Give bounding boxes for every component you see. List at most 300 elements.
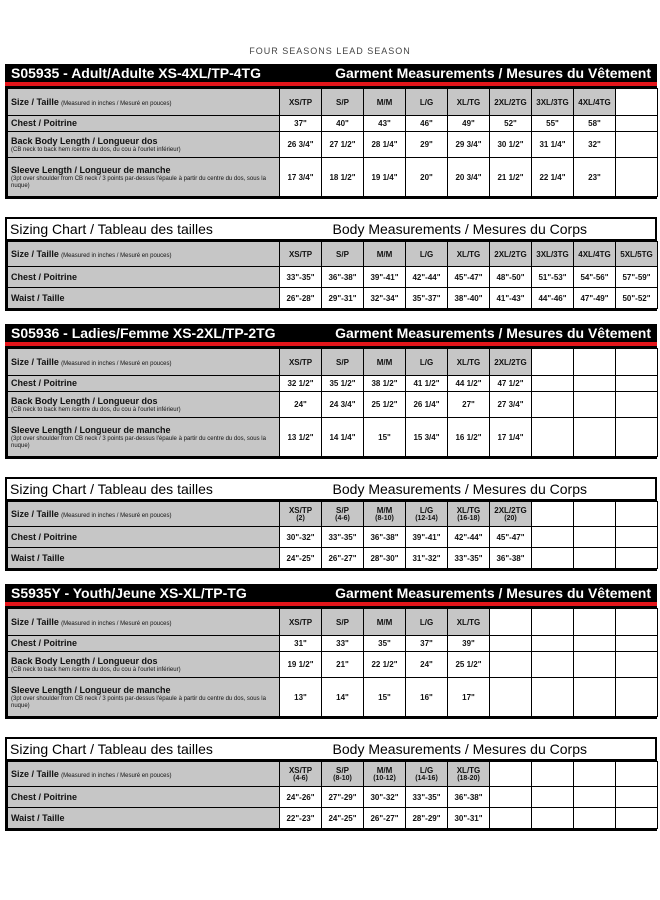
measurement-value: 31"-32"	[406, 548, 448, 569]
size-name: L/G	[419, 97, 434, 107]
measurement-value: 30"-32"	[364, 787, 406, 808]
measurement-value: 30"-31"	[448, 808, 490, 829]
measurement-value: 28"-30"	[364, 548, 406, 569]
empty-cell	[532, 418, 574, 457]
size-note: (Measured in inches / Mesuré en pouces)	[61, 621, 172, 627]
size-label: Size / Taille	[11, 249, 59, 259]
empty-cell	[574, 787, 616, 808]
measurement-value: 54"-56"	[574, 267, 616, 288]
size-header-cell	[280, 242, 322, 267]
measurement-value: 39"	[448, 636, 490, 652]
measurement-value: 26"-27"	[364, 808, 406, 829]
measurement-value: 47 1/2"	[490, 376, 532, 392]
size-header-cell	[280, 609, 322, 636]
section-title-bar	[5, 477, 657, 499]
size-header-cell	[406, 242, 448, 267]
measurement-value: 17"	[448, 678, 490, 717]
row-note: (CB neck to back hem /centre du dos, du cou à l'ourlet inférieur)	[11, 406, 181, 413]
row-label: Back Body Length / Longueur dos	[11, 135, 158, 146]
measurement-value: 36"-38"	[364, 527, 406, 548]
section-subtitle: Garment Measurements / Mesures du Vêtement	[335, 585, 651, 601]
measurement-value: 22"-23"	[280, 808, 322, 829]
measurement-value: 29 3/4"	[448, 132, 490, 158]
empty-cell	[574, 636, 616, 652]
size-header-cell	[364, 502, 406, 527]
size-name: XS/TP	[288, 766, 313, 775]
section-subtitle: Garment Measurements / Mesures du Vêtement	[335, 325, 651, 341]
measurement-value: 44"-46"	[532, 288, 574, 309]
empty-cell	[616, 787, 658, 808]
measurement-value: 30"-32"	[280, 527, 322, 548]
measurement-value: 24"-25"	[322, 808, 364, 829]
measurement-value: 15"	[364, 678, 406, 717]
empty-cell	[616, 392, 658, 418]
row-label-cell	[8, 652, 280, 678]
measurement-value: 25 1/2"	[364, 392, 406, 418]
size-name: XL/TG	[456, 97, 481, 107]
empty-cell	[574, 762, 616, 787]
table-frame	[5, 346, 657, 459]
section-title-bar	[5, 324, 657, 346]
size-name: 4XL/4TG	[578, 97, 611, 107]
section-subtitle: Garment Measurements / Mesures du Vêtement	[335, 65, 651, 81]
measurement-value: 30 1/2"	[490, 132, 532, 158]
size-header-cell	[406, 762, 448, 787]
empty-cell	[574, 609, 616, 636]
row-label: Chest / Poitrine	[11, 638, 78, 648]
row-label: Sleeve Length / Longueur de manche	[11, 684, 171, 695]
measurement-value: 21 1/2"	[490, 158, 532, 197]
row-label-cell	[8, 808, 280, 829]
size-header-cell	[322, 242, 364, 267]
size-header-cell	[364, 349, 406, 376]
table-row	[8, 787, 658, 808]
section-title: Sizing Chart / Tableau des tailles	[10, 481, 213, 497]
measurement-value: 19 1/2"	[280, 652, 322, 678]
measurement-value: 44 1/2"	[448, 376, 490, 392]
table-row	[8, 116, 658, 132]
measurement-value: 14"	[322, 678, 364, 717]
measurement-value: 29"-31"	[322, 288, 364, 309]
empty-cell	[574, 418, 616, 457]
measurement-value: 41"-43"	[490, 288, 532, 309]
measurement-value: 41 1/2"	[406, 376, 448, 392]
size-header-cell	[280, 89, 322, 116]
measurement-value: 33"-35"	[322, 527, 364, 548]
size-header-cell	[280, 502, 322, 527]
empty-cell	[574, 349, 616, 376]
size-header-cell	[364, 242, 406, 267]
empty-cell	[616, 418, 658, 457]
size-label-cell	[8, 502, 280, 527]
row-label-cell	[8, 678, 280, 717]
size-header-cell	[448, 609, 490, 636]
sizing-chart-section	[5, 737, 657, 831]
empty-cell	[574, 678, 616, 717]
measurement-value: 35"	[364, 636, 406, 652]
sizing-chart-section	[5, 477, 657, 571]
age-range: (12-14)	[415, 515, 438, 522]
empty-cell	[532, 349, 574, 376]
size-name: XS/TP	[288, 506, 313, 515]
size-header-cell	[490, 349, 532, 376]
row-label: Chest / Poitrine	[11, 531, 78, 542]
empty-cell	[532, 808, 574, 829]
size-header-cell	[406, 89, 448, 116]
size-header-cell	[532, 89, 574, 116]
measurement-value: 29"	[406, 132, 448, 158]
size-header-cell	[574, 242, 616, 267]
size-name: M/M	[376, 249, 393, 259]
table-row	[8, 418, 658, 457]
measurement-value: 49"	[448, 116, 490, 132]
row-label: Sleeve Length / Longueur de manche	[11, 164, 171, 175]
size-header-row	[8, 762, 658, 787]
measurement-value: 32 1/2"	[280, 376, 322, 392]
measurement-value: 31"	[280, 636, 322, 652]
measurement-value: 33"-35"	[406, 787, 448, 808]
size-name: S/P	[336, 617, 349, 627]
measurement-value: 55"	[532, 116, 574, 132]
measurement-value: 15"	[364, 418, 406, 457]
empty-cell	[490, 787, 532, 808]
size-note: (Measured in inches / Mesuré en pouces)	[61, 101, 172, 107]
size-note: (Measured in inches / Mesuré en pouces)	[61, 773, 172, 779]
age-range: (18-20)	[457, 775, 480, 782]
measurement-value: 26 3/4"	[280, 132, 322, 158]
measurement-value: 38"-40"	[448, 288, 490, 309]
size-name: XL/TG	[456, 357, 481, 367]
measurement-value: 24"-25"	[280, 548, 322, 569]
measurement-value: 24"	[406, 652, 448, 678]
measurement-value: 16"	[406, 678, 448, 717]
size-header-row	[8, 89, 658, 116]
table-row	[8, 548, 658, 569]
size-name: M/M	[376, 617, 393, 627]
table-frame	[5, 499, 657, 571]
measurement-value: 48"-50"	[490, 267, 532, 288]
age-range: (20)	[504, 515, 517, 522]
empty-cell	[532, 609, 574, 636]
measurement-value: 46"	[406, 116, 448, 132]
size-name: XL/TG	[456, 617, 481, 627]
measurement-value: 57"-59"	[616, 267, 658, 288]
table-row	[8, 808, 658, 829]
measurement-value: 13 1/2"	[280, 418, 322, 457]
size-header-row	[8, 502, 658, 527]
size-header-cell	[364, 609, 406, 636]
age-range: (14-16)	[415, 775, 438, 782]
size-header-cell	[280, 349, 322, 376]
measurement-value: 13"	[280, 678, 322, 717]
empty-cell	[490, 808, 532, 829]
size-name: 5XL/5TG	[620, 249, 653, 259]
measurement-value: 27 3/4"	[490, 392, 532, 418]
empty-cell	[574, 548, 616, 569]
row-label-cell	[8, 548, 280, 569]
measurement-value: 23"	[574, 158, 616, 197]
measurement-value: 24"-26"	[280, 787, 322, 808]
age-range: (8-10)	[375, 515, 394, 522]
size-header-cell	[280, 762, 322, 787]
measurement-value: 18 1/2"	[322, 158, 364, 197]
row-label: Waist / Taille	[11, 292, 65, 303]
empty-cell	[532, 678, 574, 717]
size-name: M/M	[376, 766, 393, 775]
measurement-value: 24 3/4"	[322, 392, 364, 418]
measurement-value: 35 1/2"	[322, 376, 364, 392]
size-header-cell	[364, 762, 406, 787]
row-note: (CB neck to back hem /centre du dos, du cou à l'ourlet inférieur)	[11, 146, 181, 153]
row-label: Chest / Poitrine	[11, 271, 78, 282]
empty-cell	[616, 678, 658, 717]
size-name: 2XL/2TG	[494, 357, 527, 367]
measurement-value: 45"-47"	[448, 267, 490, 288]
measurement-value: 17 3/4"	[280, 158, 322, 197]
row-label-cell	[8, 267, 280, 288]
measurement-value: 45"-47"	[490, 527, 532, 548]
size-note: (Measured in inches / Mesuré en pouces)	[61, 361, 172, 367]
size-name: 2XL/2TG	[494, 249, 527, 259]
empty-cell	[574, 392, 616, 418]
measurement-value: 37"	[280, 116, 322, 132]
empty-cell	[616, 132, 658, 158]
table-row	[8, 678, 658, 717]
row-label-cell	[8, 116, 280, 132]
empty-cell	[616, 349, 658, 376]
size-header-cell	[448, 762, 490, 787]
table-row	[8, 288, 658, 309]
size-name: XS/TP	[288, 357, 313, 367]
empty-cell	[616, 609, 658, 636]
empty-cell	[616, 376, 658, 392]
age-range: (8-10)	[333, 775, 352, 782]
section-title-bar	[5, 64, 657, 86]
measurement-value: 36"-38"	[490, 548, 532, 569]
section-title: S5935Y - Youth/Jeune XS-XL/TP-TG	[11, 585, 247, 601]
empty-cell	[616, 158, 658, 197]
size-header-cell	[490, 89, 532, 116]
measurement-value: 25 1/2"	[448, 652, 490, 678]
measurement-value: 33"-35"	[448, 548, 490, 569]
size-name: 4XL/4TG	[578, 249, 611, 259]
section-title-bar	[5, 217, 657, 239]
garment-measurements-section	[5, 64, 657, 199]
size-header-cell	[406, 502, 448, 527]
measurement-value: 15 3/4"	[406, 418, 448, 457]
measurement-table	[7, 501, 658, 569]
row-label: Waist / Taille	[11, 552, 65, 563]
size-name: L/G	[419, 766, 434, 775]
size-name: L/G	[419, 506, 434, 515]
empty-cell	[574, 808, 616, 829]
measurement-value: 47"-49"	[574, 288, 616, 309]
size-name: XS/TP	[288, 249, 313, 259]
size-name: XL/TG	[456, 249, 481, 259]
row-label: Waist / Taille	[11, 812, 65, 823]
measurement-table	[7, 241, 658, 309]
row-label-cell	[8, 787, 280, 808]
section-subtitle: Body Measurements / Mesures du Corps	[332, 741, 587, 757]
row-label-cell	[8, 527, 280, 548]
size-name: M/M	[376, 97, 393, 107]
age-range: (2)	[296, 515, 305, 522]
size-name: L/G	[419, 617, 434, 627]
row-label-cell	[8, 132, 280, 158]
empty-cell	[616, 636, 658, 652]
size-name: XS/TP	[288, 97, 313, 107]
size-header-cell	[448, 242, 490, 267]
table-row	[8, 376, 658, 392]
size-header-cell	[406, 349, 448, 376]
measurement-value: 26 1/4"	[406, 392, 448, 418]
sizing-chart-section	[5, 217, 657, 311]
table-frame	[5, 759, 657, 831]
row-note: (3pt over shoulder from CB neck / 3 points par-dessus l'épaule à partir du centre du dos, sous la nuque)	[11, 175, 266, 189]
size-header-cell	[448, 502, 490, 527]
empty-cell	[616, 502, 658, 527]
section-title: S05936 - Ladies/Femme XS-2XL/TP-2TG	[11, 325, 276, 341]
measurement-value: 32"-34"	[364, 288, 406, 309]
measurement-value: 33"-35"	[280, 267, 322, 288]
empty-cell	[574, 502, 616, 527]
empty-cell	[532, 376, 574, 392]
measurement-value: 26"-28"	[280, 288, 322, 309]
table-row	[8, 267, 658, 288]
measurement-value: 35"-37"	[406, 288, 448, 309]
garment-measurements-section	[5, 324, 657, 459]
measurement-value: 16 1/2"	[448, 418, 490, 457]
size-name: S/P	[336, 766, 349, 775]
size-name: M/M	[376, 357, 393, 367]
empty-cell	[490, 652, 532, 678]
size-name: S/P	[336, 357, 349, 367]
age-range: (4-6)	[293, 775, 308, 782]
measurement-value: 36"-38"	[448, 787, 490, 808]
measurement-value: 42"-44"	[448, 527, 490, 548]
measurement-value: 26"-27"	[322, 548, 364, 569]
size-header-cell	[490, 502, 532, 527]
section-title-bar	[5, 737, 657, 759]
empty-cell	[616, 548, 658, 569]
measurement-value: 17 1/4"	[490, 418, 532, 457]
size-label-cell	[8, 762, 280, 787]
measurement-value: 39"-41"	[364, 267, 406, 288]
empty-cell	[616, 116, 658, 132]
table-frame	[5, 606, 657, 719]
size-name: S/P	[336, 506, 349, 515]
size-label: Size / Taille	[11, 97, 59, 107]
size-name: S/P	[336, 97, 349, 107]
size-name: 3XL/3TG	[536, 97, 569, 107]
measurement-value: 38 1/2"	[364, 376, 406, 392]
measurement-value: 42"-44"	[406, 267, 448, 288]
size-header-row	[8, 609, 658, 636]
size-name: XS/TP	[288, 617, 313, 627]
row-note: (3pt over shoulder from CB neck / 3 points par-dessus l'épaule à partir du centre du dos, sous la nuque)	[11, 435, 266, 449]
size-header-cell	[574, 89, 616, 116]
size-name: 2XL/2TG	[494, 506, 527, 515]
age-range: (16-18)	[457, 515, 480, 522]
measurement-value: 36"-38"	[322, 267, 364, 288]
measurement-value: 19 1/4"	[364, 158, 406, 197]
empty-cell	[574, 652, 616, 678]
table-row	[8, 392, 658, 418]
size-header-cell	[322, 609, 364, 636]
size-name: L/G	[419, 357, 434, 367]
empty-cell	[574, 376, 616, 392]
empty-cell	[616, 652, 658, 678]
row-label: Sleeve Length / Longueur de manche	[11, 424, 171, 435]
size-header-cell	[322, 502, 364, 527]
row-note: (3pt over shoulder from CB neck / 3 points par-dessus l'épaule à partir du centre du dos, sous la nuque)	[11, 695, 266, 709]
measurement-value: 51"-53"	[532, 267, 574, 288]
empty-cell	[532, 502, 574, 527]
garment-measurements-section	[5, 584, 657, 719]
section-title: Sizing Chart / Tableau des tailles	[10, 741, 213, 757]
measurement-value: 32"	[574, 132, 616, 158]
size-name: 2XL/2TG	[494, 97, 527, 107]
measurement-value: 43"	[364, 116, 406, 132]
size-header-cell	[616, 242, 658, 267]
measurement-value: 33"	[322, 636, 364, 652]
size-label: Size / Taille	[11, 357, 59, 367]
table-frame	[5, 86, 657, 199]
measurement-table	[7, 348, 658, 457]
size-name: M/M	[376, 506, 393, 515]
size-name: XL/TG	[456, 766, 481, 775]
measurement-value: 20 3/4"	[448, 158, 490, 197]
measurement-value: 50"-52"	[616, 288, 658, 309]
empty-cell	[574, 527, 616, 548]
section-title-bar	[5, 584, 657, 606]
table-row	[8, 652, 658, 678]
size-label: Size / Taille	[11, 769, 59, 779]
measurement-value: 52"	[490, 116, 532, 132]
measurement-table	[7, 761, 658, 829]
size-header-row	[8, 242, 658, 267]
empty-cell	[616, 527, 658, 548]
table-frame	[5, 239, 657, 311]
row-label: Back Body Length / Longueur dos	[11, 655, 158, 666]
empty-cell	[616, 808, 658, 829]
measurement-value: 37"	[406, 636, 448, 652]
size-header-cell	[448, 89, 490, 116]
size-label-cell	[8, 609, 280, 636]
row-label-cell	[8, 376, 280, 392]
empty-cell	[490, 609, 532, 636]
section-title: Sizing Chart / Tableau des tailles	[10, 221, 213, 237]
empty-cell	[616, 89, 658, 116]
size-header-cell	[490, 242, 532, 267]
empty-cell	[616, 762, 658, 787]
size-name: 3XL/3TG	[536, 249, 569, 259]
empty-cell	[532, 392, 574, 418]
size-label-cell	[8, 349, 280, 376]
table-row	[8, 132, 658, 158]
size-header-cell	[322, 762, 364, 787]
empty-cell	[532, 527, 574, 548]
section-title: S05935 - Adult/Adulte XS-4XL/TP-4TG	[11, 65, 261, 81]
empty-cell	[532, 652, 574, 678]
measurement-value: 27"	[448, 392, 490, 418]
top-header-text: FOUR SEASONS LEAD SEASON	[249, 46, 411, 56]
row-label-cell	[8, 158, 280, 197]
size-label: Size / Taille	[11, 509, 59, 519]
measurement-value: 39"-41"	[406, 527, 448, 548]
empty-cell	[532, 787, 574, 808]
measurement-value: 28"-29"	[406, 808, 448, 829]
